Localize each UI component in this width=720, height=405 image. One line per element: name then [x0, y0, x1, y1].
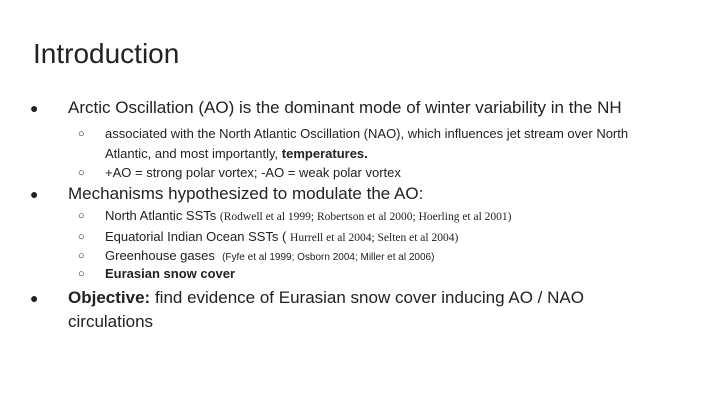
bullet-dot-icon: ●	[30, 290, 39, 306]
objective-text-line2: circulations	[68, 312, 154, 331]
hollow-bullet-icon: ○	[78, 128, 85, 140]
hollow-bullet-icon: ○	[78, 268, 85, 280]
hollow-bullet-icon: ○	[78, 167, 85, 179]
objective-text-line1: find evidence of Eurasian snow cover inducing AO / NAO	[154, 288, 584, 307]
hollow-bullet-icon: ○	[78, 210, 85, 222]
bullet-dot-icon: ●	[30, 100, 39, 116]
bullet-text: Mechanisms hypothesized to modulate the AO:	[68, 184, 424, 203]
subbullet-text: +AO = strong polar vortex; -AO = weak polar vortex	[105, 165, 401, 180]
objective-label: Objective:	[68, 288, 151, 307]
temperatures-emphasis: temperatures.	[281, 146, 368, 161]
subbullet-text	[105, 206, 512, 227]
citation: Hurrell et al 2004; Selten et al 2004)	[290, 232, 459, 244]
subbullet-text-line2	[105, 144, 368, 164]
hollow-bullet-icon: ○	[78, 250, 85, 262]
hollow-bullet-icon: ○	[78, 231, 85, 243]
citation: (Rodwell et al 1999; Robertson et al 2000; Hoerling et al 2001)	[219, 211, 512, 223]
bullet-dot-icon: ●	[30, 186, 39, 202]
subbullet-text	[105, 227, 458, 248]
subbullet-text-line1: associated with the North Atlantic Oscillation (NAO), which influences jet stream over North	[105, 126, 629, 141]
mechanism-label: Equatorial Indian Ocean SSTs (	[105, 229, 287, 244]
citation: (Fyfe et al 1999; Osborn 2004; Miller et al 2006)	[222, 252, 435, 263]
subbullet-text-line2-normal: Atlantic, and most importantly,	[105, 146, 282, 161]
bullet-text: Arctic Oscillation (AO) is the dominant mode of winter variability in the NH	[68, 98, 622, 117]
mechanism-label: Greenhouse gases	[105, 248, 215, 263]
mechanism-label: North Atlantic SSTs	[105, 208, 217, 223]
slide-title: Introduction	[33, 38, 180, 69]
subbullet-text: Eurasian snow cover	[105, 266, 236, 281]
bullet-text	[68, 287, 584, 309]
